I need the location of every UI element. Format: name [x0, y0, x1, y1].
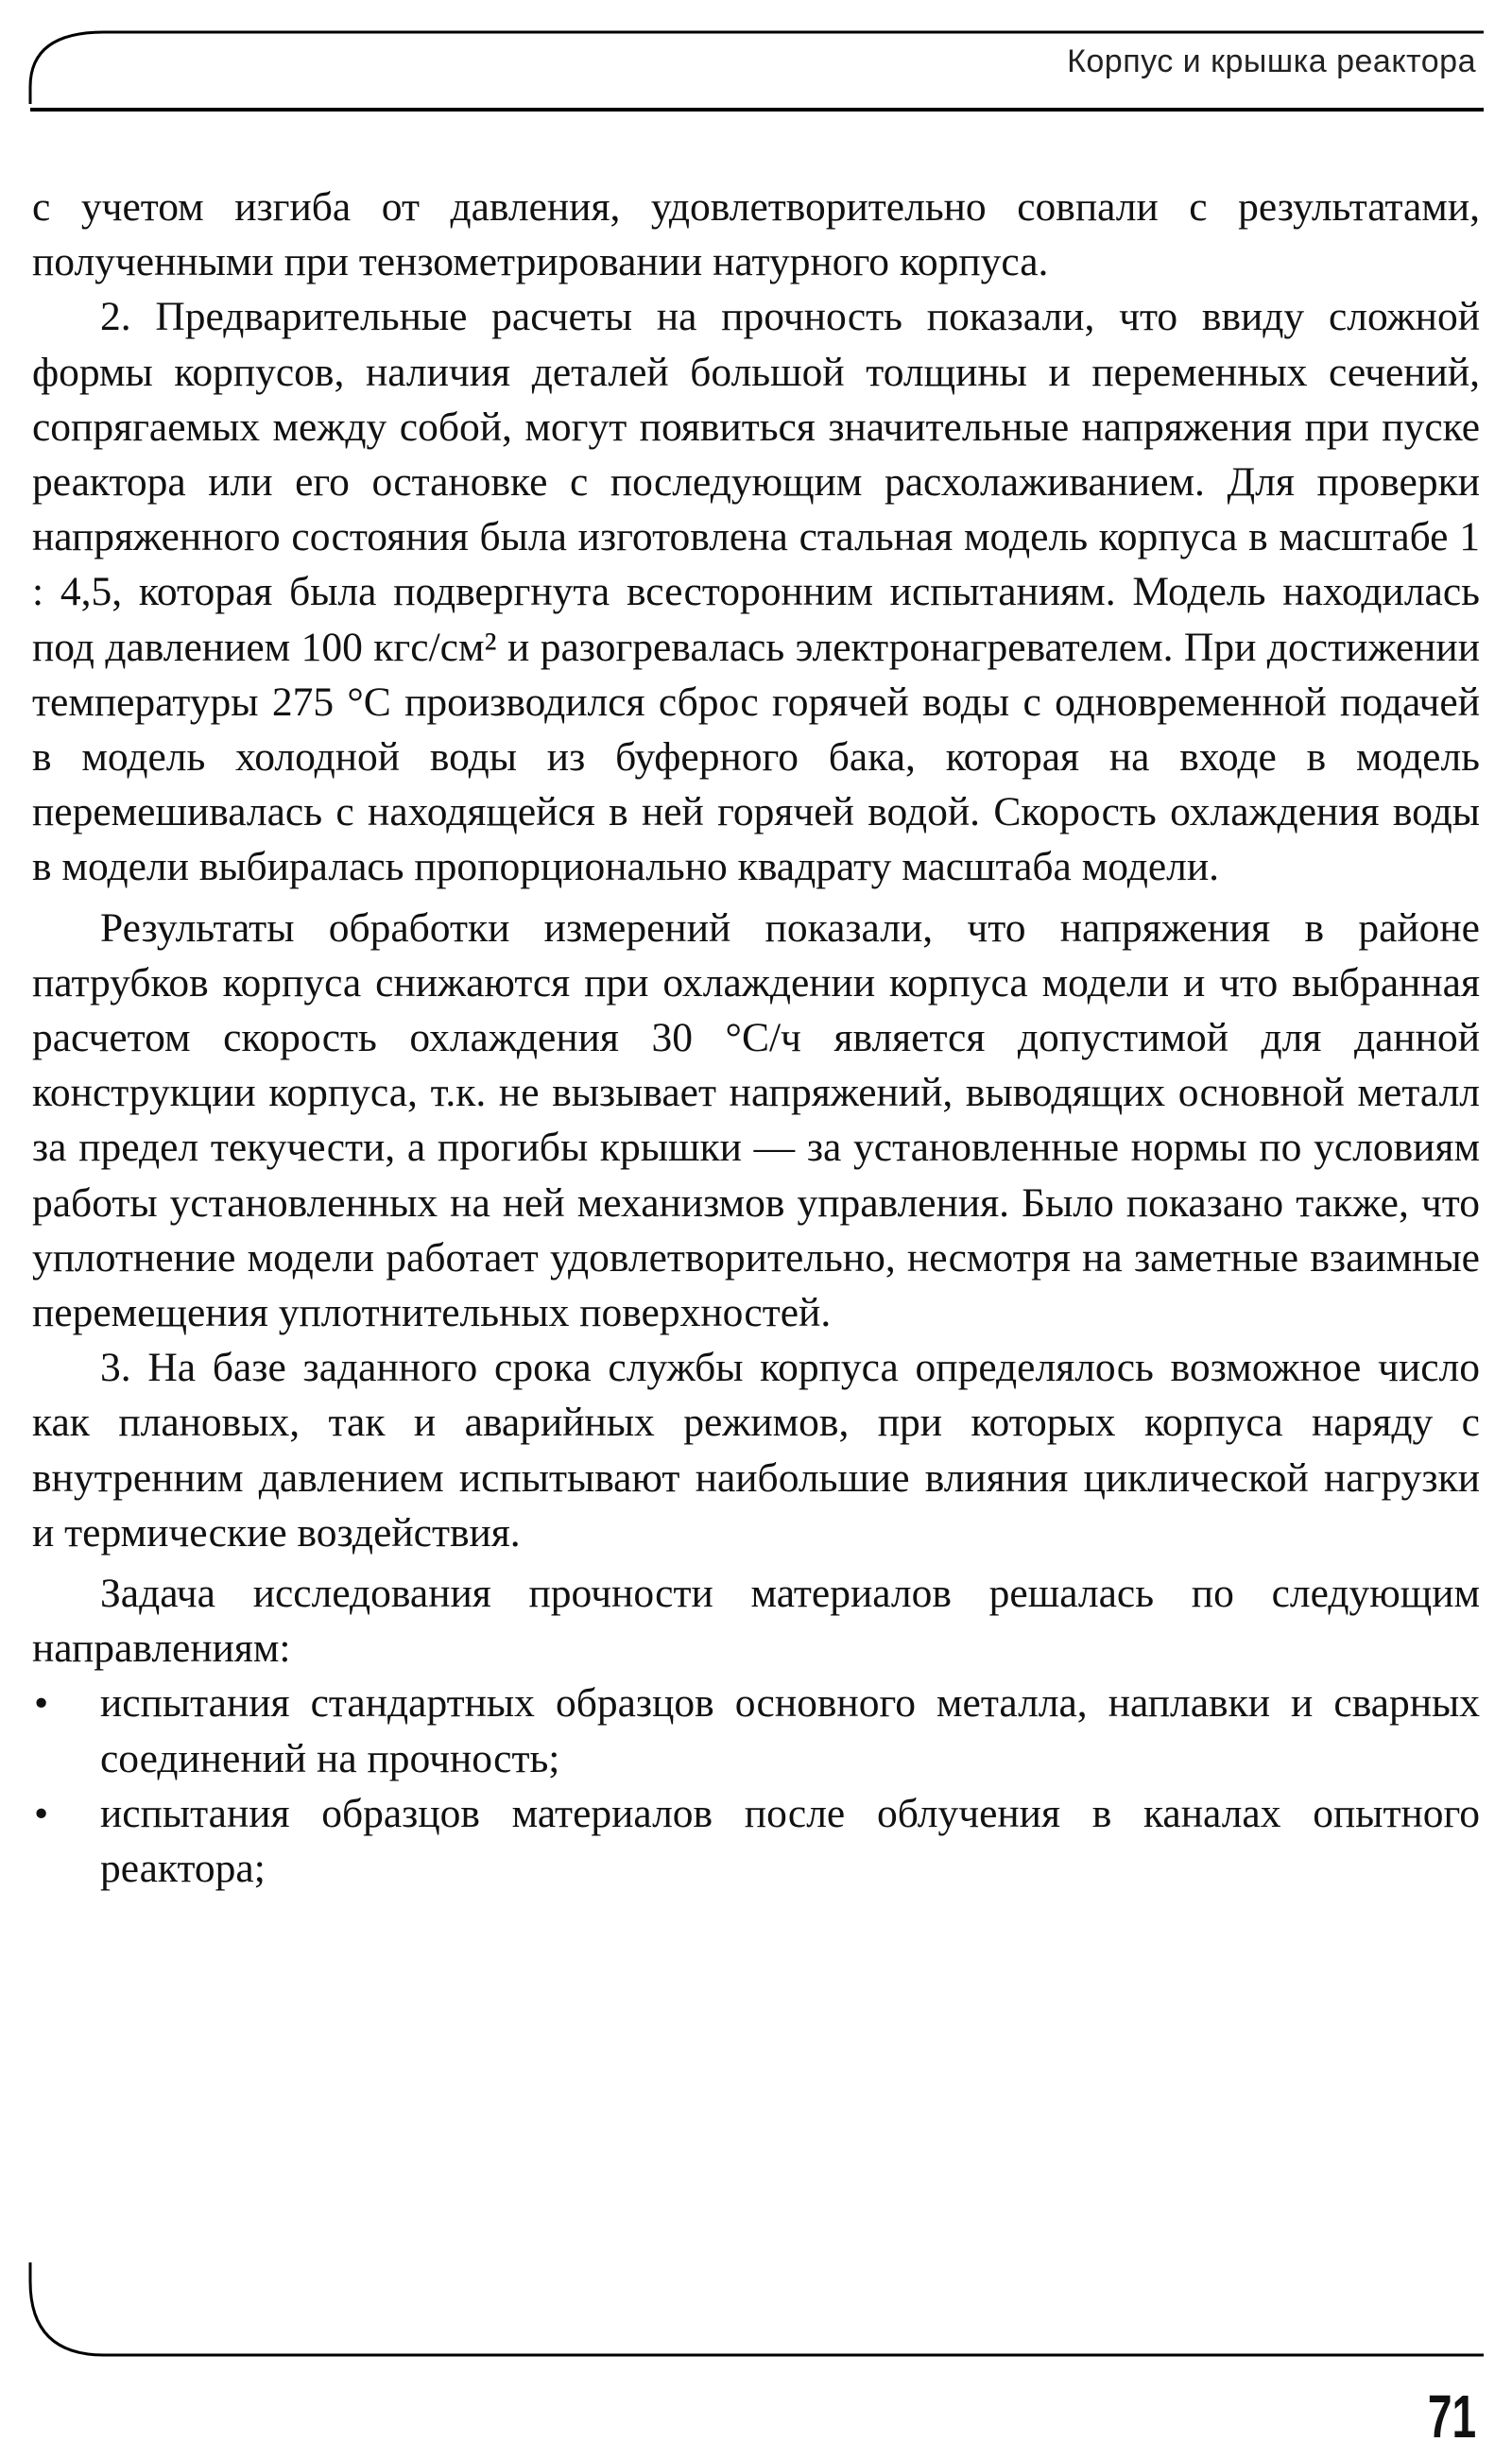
- running-header-title: Корпус и крышка реактора: [1067, 43, 1476, 79]
- list-item: [32, 1676, 1480, 1785]
- list-item-text: испытания стандартных образцов основного металла, наплавки и сварных соединений на прочность;: [100, 1680, 1480, 1781]
- bullet-list: [32, 1676, 1480, 1896]
- paragraph-4: 3. На базе заданного срока службы корпуса определялось возможное число как плановых, так и аварийных режимов, при которых корпуса наряду с внутренним давлением испытывают наибольшие влияния циклической нагрузки и термические воздействия.: [32, 1345, 1480, 1556]
- paragraph-5: Задача исследования прочности материалов решалась по следующим направлениям:: [32, 1571, 1480, 1672]
- list-item-text: испытания образцов материалов после облучения в каналах опытного реактора;: [100, 1790, 1480, 1892]
- paragraph-2: 2. Предварительные расчеты на прочность показали, что ввиду сложной формы корпусов, наличия деталей большой толщины и переменных сечений, сопрягаемых между собой, могут появиться значительные напряжения при пуске реактора или его остановке с последующим расхолаживанием. Для проверки напряженного состояния была изготовлена стальная модель корпуса в масштабе 1 : 4,5, которая была подвергнута всесторонним испытаниям. Модель находилась под давлением 100 кгс/см² и разогревалась электронагревателем. При достижении температуры 275 °С производился сброс горячей воды с одновременной подачей в модель холодной воды из буферного бака, которая на входе в модель перемешивалась с находящейся в ней горячей водой. Скорость охлаждения воды в модели выбиралась пропорционально квадрату масштаба модели.: [32, 294, 1480, 890]
- bullet-icon: •: [34, 1680, 49, 1727]
- page-number: 71: [1427, 2382, 1476, 2450]
- paragraph-3: Результаты обработки измерений показали, что напряжения в районе патрубков корпуса снижаются при охлаждении корпуса модели и что выбранная расчетом скорость охлаждения 30 °С/ч является допустимой для данной конструкции корпуса, т.к. не вызывает напряжений, выводящих основной металл за предел текучести, а прогибы крышки — за установленные нормы по условиям работы установленных на ней механизмов управления. Было показано также, что уплотнение модели работает удовлетворительно, несмотря на заметные взаимные перемещения уплотнительных поверхностей.: [32, 904, 1480, 1336]
- footer-frame-line: [28, 2259, 1484, 2363]
- page-body: [32, 180, 1480, 1896]
- list-item: [32, 1786, 1480, 1896]
- paragraph-1: с учетом изгиба от давления, удовлетворительно совпали с результатами, полученными при тензометрировании натурного корпуса.: [32, 184, 1480, 285]
- bullet-icon: •: [34, 1790, 49, 1836]
